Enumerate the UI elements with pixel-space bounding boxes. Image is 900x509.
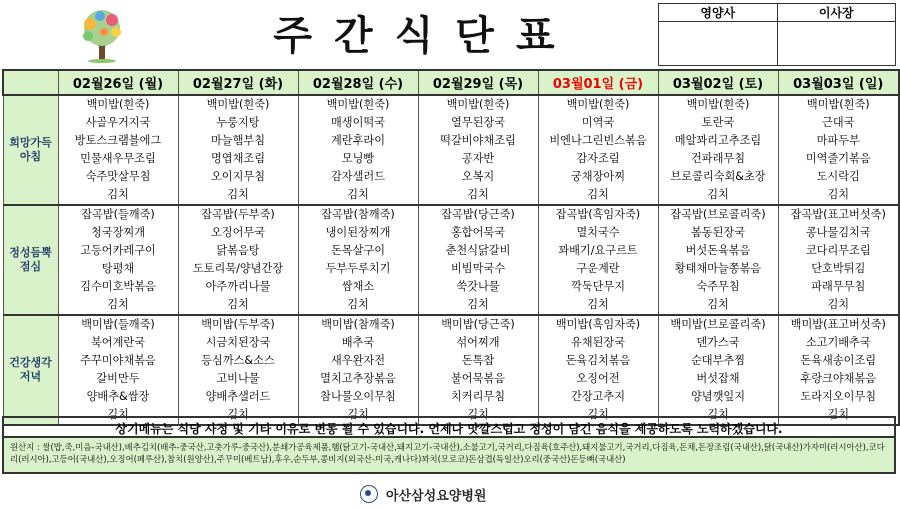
menu-item: 김치 bbox=[58, 296, 178, 315]
menu-item: 잡곡밥(들깨죽) bbox=[58, 205, 178, 224]
menu-row bbox=[3, 114, 899, 132]
menu-item: 김치 bbox=[778, 406, 899, 425]
menu-item: 멸치국수 bbox=[538, 224, 658, 242]
origin-info: 원산지 : 쌀(밥,죽,미음-국내산),배추김치(배추-중국산,고춧가루-중국산),분쇄가공육제품,햄(닭고기-국내산,돼지고기-국내산),소불고기,국거리,다짐육(호주산),돼지불고기,국거리,다짐육,돈채,돈장조림(국내산),닭(국내산)가자미(러시아산),코다리(러시아),고등어(국내산),오징어(페루산),참치(원양산),주꾸미(베트남),후우,순두부,콩비지(외국산-미국,캐나다)꽈치(모로코)돈삼겹(독일산)오리(중국산)돈등뼈(국내산) bbox=[2, 438, 896, 474]
meal-label-line1: 정성듬뿍 bbox=[9, 246, 52, 259]
menu-item: 김치 bbox=[778, 296, 899, 315]
menu-item: 미역국 bbox=[538, 114, 658, 132]
menu-item: 치커리무침 bbox=[418, 388, 538, 406]
day-header: 03월03일 (일) bbox=[778, 70, 899, 95]
menu-item: 열무된장국 bbox=[418, 114, 538, 132]
menu-item: 브로콜리숙회&초장 bbox=[658, 168, 778, 186]
meal-label-line2: 아침 bbox=[19, 150, 42, 163]
menu-item: 공자반 bbox=[418, 150, 538, 168]
day-header: 02월26일 (월) bbox=[58, 70, 178, 95]
page-title: 주간식단표 bbox=[273, 13, 577, 59]
menu-item: 미역줄기볶음 bbox=[778, 150, 899, 168]
menu-item: 백미밥(당근죽) bbox=[418, 315, 538, 334]
menu-item: 백미밥(흑임자죽) bbox=[538, 315, 658, 334]
menu-item: 시금치된장국 bbox=[178, 334, 298, 352]
menu-row bbox=[3, 296, 899, 315]
menu-item: 매생이떡국 bbox=[298, 114, 418, 132]
menu-item: 탕평채 bbox=[58, 260, 178, 278]
menu-item: 김치 bbox=[58, 186, 178, 205]
menu-item: 양념깻잎지 bbox=[658, 388, 778, 406]
day-header: 02월27일 (화) bbox=[178, 70, 298, 95]
meal-label-line1: 건강생각 bbox=[9, 356, 52, 369]
menu-item: 모닝빵 bbox=[298, 150, 418, 168]
menu-item: 김치 bbox=[418, 406, 538, 425]
menu-row bbox=[3, 205, 899, 224]
menu-item: 돈목살구이 bbox=[298, 242, 418, 260]
menu-row bbox=[3, 95, 899, 114]
meal-label-line2: 저녁 bbox=[19, 370, 42, 383]
menu-item: 유채된장국 bbox=[538, 334, 658, 352]
menu-item: 깍둑단무지 bbox=[538, 278, 658, 296]
menu-item: 숙주무침 bbox=[658, 278, 778, 296]
menu-item: 명엽채조림 bbox=[178, 150, 298, 168]
menu-item: 비빔막국수 bbox=[418, 260, 538, 278]
menu-item: 북어계란국 bbox=[58, 334, 178, 352]
menu-item: 김치 bbox=[658, 296, 778, 315]
menu-item: 황태채마늘쫑볶음 bbox=[658, 260, 778, 278]
day-header-row bbox=[3, 70, 899, 95]
menu-item: 마파두부 bbox=[778, 132, 899, 150]
menu-item: 백미밥(흰죽) bbox=[418, 95, 538, 114]
menu-item: 불어묵볶음 bbox=[418, 370, 538, 388]
menu-item: 돈톡찹 bbox=[418, 352, 538, 370]
menu-item: 김치 bbox=[658, 406, 778, 425]
day-header: 03월02일 (토) bbox=[658, 70, 778, 95]
menu-row bbox=[3, 186, 899, 205]
menu-item: 궁채장아찌 bbox=[538, 168, 658, 186]
menu-row bbox=[3, 150, 899, 168]
menu-row bbox=[3, 278, 899, 296]
menu-item: 백미밥(흰죽) bbox=[538, 95, 658, 114]
menu-item: 김치 bbox=[298, 406, 418, 425]
menu-item: 봄동된장국 bbox=[658, 224, 778, 242]
tree-logo-icon bbox=[70, 6, 134, 64]
menu-item: 멸치고추장볶음 bbox=[298, 370, 418, 388]
menu-item: 아주까리나물 bbox=[178, 278, 298, 296]
menu-item: 오징어전 bbox=[538, 370, 658, 388]
menu-item: 김치 bbox=[178, 296, 298, 315]
menu-row bbox=[3, 334, 899, 352]
menu-item: 도라지오이무침 bbox=[778, 388, 899, 406]
menu-item: 백미밥(표고버섯죽) bbox=[778, 315, 899, 334]
menu-item: 김치 bbox=[178, 406, 298, 425]
menu-item: 백미밥(흰죽) bbox=[58, 95, 178, 114]
menu-item: 김치 bbox=[58, 406, 178, 425]
menu-item: 잡곡밥(당근죽) bbox=[418, 205, 538, 224]
approval-nutritionist-label: 영양사 bbox=[659, 4, 778, 22]
day-header: 02월28일 (수) bbox=[298, 70, 418, 95]
menu-item: 돈육김치볶음 bbox=[538, 352, 658, 370]
menu-item: 버섯잡채 bbox=[658, 370, 778, 388]
menu-item: 잡곡밥(참깨죽) bbox=[298, 205, 418, 224]
menu-item: 김치 bbox=[658, 186, 778, 205]
menu-item: 청국장찌개 bbox=[58, 224, 178, 242]
menu-row bbox=[3, 260, 899, 278]
menu-item: 고비나물 bbox=[178, 370, 298, 388]
menu-item: 춘천식닭갈비 bbox=[418, 242, 538, 260]
menu-item: 토란국 bbox=[658, 114, 778, 132]
menu-item: 계란후라이 bbox=[298, 132, 418, 150]
menu-item: 김치 bbox=[538, 296, 658, 315]
menu-item: 오징어무국 bbox=[178, 224, 298, 242]
menu-item: 고등어카레구이 bbox=[58, 242, 178, 260]
menu-item: 참나물오이무침 bbox=[298, 388, 418, 406]
menu-item: 도시락김 bbox=[778, 168, 899, 186]
notice-text: 상기메뉴는 식당 사정 및 기타 이유로 변동 될 수 있습니다. 언제나 맛깔스럽고 정성이 담긴 음식을 제공하도록 노력하겠습니다. bbox=[2, 416, 896, 438]
menu-item: 김치 bbox=[418, 186, 538, 205]
menu-item: 근대국 bbox=[778, 114, 899, 132]
menu-item: 김치 bbox=[298, 186, 418, 205]
menu-item: 잡곡밥(흑임자죽) bbox=[538, 205, 658, 224]
menu-item: 김치 bbox=[178, 186, 298, 205]
menu-item: 주꾸미야채볶음 bbox=[58, 352, 178, 370]
day-header: 02월29일 (목) bbox=[418, 70, 538, 95]
menu-item: 닭볶음탕 bbox=[178, 242, 298, 260]
meal-label bbox=[3, 95, 58, 205]
menu-item: 김치 bbox=[538, 186, 658, 205]
menu-item: 사골우거지국 bbox=[58, 114, 178, 132]
menu-item: 꽈배기/요구르트 bbox=[538, 242, 658, 260]
corner-cell bbox=[3, 70, 58, 95]
menu-item: 구운계란 bbox=[538, 260, 658, 278]
menu-row bbox=[3, 370, 899, 388]
menu-item: 섞어찌개 bbox=[418, 334, 538, 352]
meal-label bbox=[3, 205, 58, 315]
menu-item: 쌈채소 bbox=[298, 278, 418, 296]
menu-item: 백미밥(브로콜리죽) bbox=[658, 315, 778, 334]
meal-label bbox=[3, 315, 58, 425]
menu-item: 홍합어묵국 bbox=[418, 224, 538, 242]
menu-item: 덴가스국 bbox=[658, 334, 778, 352]
menu-row bbox=[3, 242, 899, 260]
menu-item: 감자조림 bbox=[538, 150, 658, 168]
menu-item: 떡갈비야채조림 bbox=[418, 132, 538, 150]
menu-item: 두부두루치기 bbox=[298, 260, 418, 278]
menu-item: 백미밥(들깨죽) bbox=[58, 315, 178, 334]
menu-item: 백미밥(흰죽) bbox=[178, 95, 298, 114]
menu-item: 갈비만두 bbox=[58, 370, 178, 388]
menu-item: 비엔나그린빈스볶음 bbox=[538, 132, 658, 150]
menu-item: 양배추샐러드 bbox=[178, 388, 298, 406]
day-header-holiday: 03월01일 (금) bbox=[538, 70, 658, 95]
meal-label-line2: 점심 bbox=[19, 260, 42, 273]
menu-item: 김치 bbox=[778, 186, 899, 205]
meal-label-line1: 희망가득 bbox=[9, 136, 52, 149]
menu-item: 메알꽈리고추조림 bbox=[658, 132, 778, 150]
menu-item: 잡곡밥(표고버섯죽) bbox=[778, 205, 899, 224]
menu-item: 백미밥(두부죽) bbox=[178, 315, 298, 334]
approval-director-sign[interactable] bbox=[777, 22, 896, 66]
menu-item: 파래무무침 bbox=[778, 278, 899, 296]
menu-item: 도토리묵/양념간장 bbox=[178, 260, 298, 278]
hospital-footer bbox=[360, 484, 560, 504]
menu-row bbox=[3, 352, 899, 370]
menu-table bbox=[2, 69, 900, 426]
menu-item: 방토스크램블에그 bbox=[58, 132, 178, 150]
menu-row bbox=[3, 315, 899, 334]
menu-item: 코다리무조림 bbox=[778, 242, 899, 260]
menu-item: 김치 bbox=[538, 406, 658, 425]
menu-item: 쑥갓나물 bbox=[418, 278, 538, 296]
menu-item: 잡곡밥(두부죽) bbox=[178, 205, 298, 224]
menu-item: 돈육새송이조림 bbox=[778, 352, 899, 370]
hospital-name: 아산삼성요양병원 bbox=[386, 488, 487, 504]
menu-item: 김치 bbox=[298, 296, 418, 315]
menu-item: 순대부추찜 bbox=[658, 352, 778, 370]
menu-item: 건파래무침 bbox=[658, 150, 778, 168]
approval-box bbox=[658, 3, 896, 66]
menu-item: 소고기배추국 bbox=[778, 334, 899, 352]
menu-item: 누룽지탕 bbox=[178, 114, 298, 132]
menu-row bbox=[3, 224, 899, 242]
menu-item: 백미밥(흰죽) bbox=[658, 95, 778, 114]
menu-item: 민물새우무조림 bbox=[58, 150, 178, 168]
menu-item: 백미밥(참깨죽) bbox=[298, 315, 418, 334]
menu-item: 마늘햄부침 bbox=[178, 132, 298, 150]
approval-nutritionist-sign[interactable] bbox=[659, 22, 778, 66]
menu-row bbox=[3, 388, 899, 406]
menu-item: 새우완자전 bbox=[298, 352, 418, 370]
menu-item: 등심까스&소스 bbox=[178, 352, 298, 370]
menu-item: 단호박튀김 bbox=[778, 260, 899, 278]
menu-item: 버섯돈육볶음 bbox=[658, 242, 778, 260]
approval-director-label: 이사장 bbox=[777, 4, 896, 22]
menu-item: 냉이된장찌개 bbox=[298, 224, 418, 242]
menu-item: 오복지 bbox=[418, 168, 538, 186]
hospital-emblem-icon bbox=[360, 485, 378, 503]
menu-item: 김수미호박볶음 bbox=[58, 278, 178, 296]
menu-item: 백미밥(흰죽) bbox=[778, 95, 899, 114]
menu-item: 배추국 bbox=[298, 334, 418, 352]
menu-item: 숙주맛살무침 bbox=[58, 168, 178, 186]
menu-item: 콩나물김치국 bbox=[778, 224, 899, 242]
menu-item: 김치 bbox=[418, 296, 538, 315]
menu-item: 감자샐러드 bbox=[298, 168, 418, 186]
menu-row bbox=[3, 168, 899, 186]
menu-item: 잡곡밥(브로콜리죽) bbox=[658, 205, 778, 224]
menu-item: 양배추&쌈장 bbox=[58, 388, 178, 406]
menu-item: 백미밥(흰죽) bbox=[298, 95, 418, 114]
menu-item: 오이지무침 bbox=[178, 168, 298, 186]
menu-row bbox=[3, 132, 899, 150]
menu-item: 후랑크야채볶음 bbox=[778, 370, 899, 388]
menu-item: 간장고추지 bbox=[538, 388, 658, 406]
